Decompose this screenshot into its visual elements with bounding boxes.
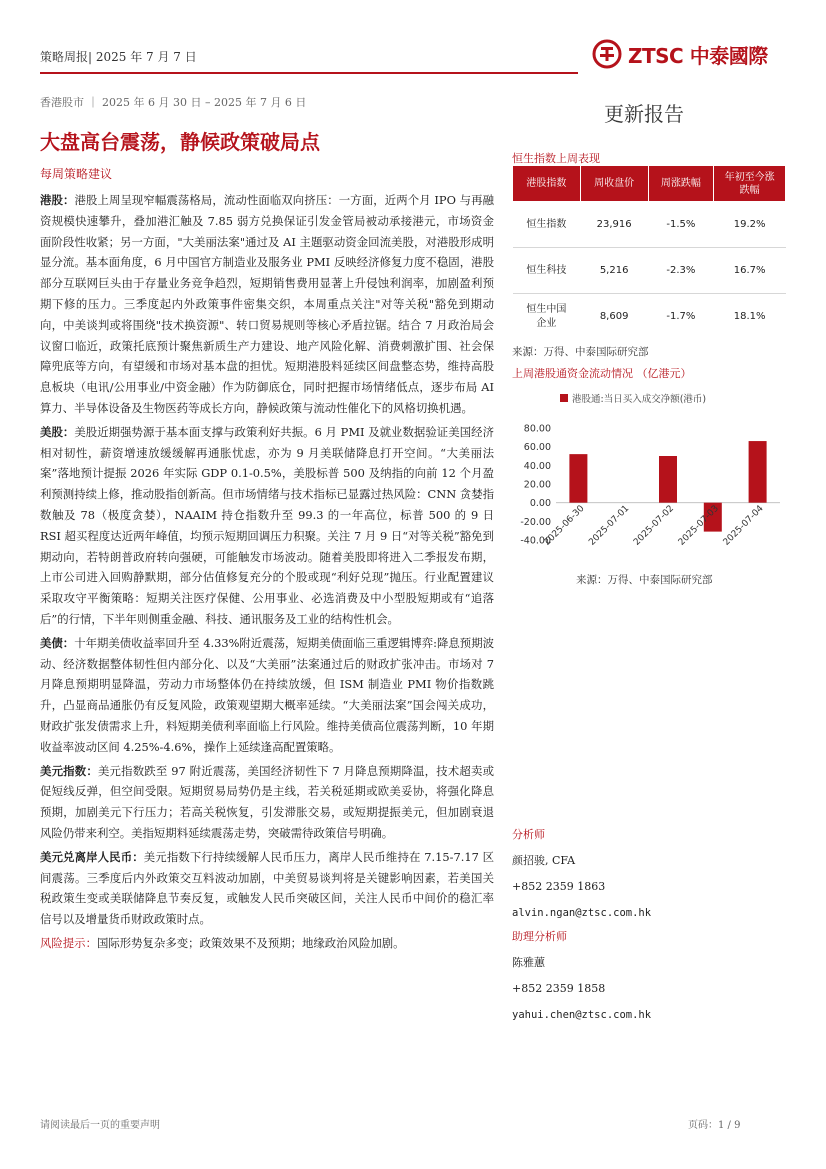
table-row xyxy=(513,294,786,340)
footer-disclaimer: 请阅读最后一页的重要声明 xyxy=(40,1120,160,1131)
bar xyxy=(659,456,677,503)
logo-text: ZTSC 中泰國際 xyxy=(628,43,768,68)
x-tick-label: 2025-07-03 xyxy=(676,503,721,548)
section-label: 每周策略建议 xyxy=(40,167,113,181)
paragraph-text: 美元指数跌至 97 附近震荡，美国经济韧性下 7 月降息预期降温，技术超卖或促短线反弹，但空间受限。短期贸易局势仍是主线，若关税延期或欧美妥协，将强化降息预期，加剧美元下行压力；若高关税恢复，引发滞胀交易，或短期提振美元，但加剧衰退风险仍带来利空。美指短期料延续震荡走势，突破需待政策信号明确。 xyxy=(40,763,494,840)
x-tick-label: 2025-07-02 xyxy=(632,503,677,548)
table-cell: 恒生指数 xyxy=(513,202,581,248)
analyst-info xyxy=(512,828,651,1022)
y-tick-label: 20.00 xyxy=(523,479,551,491)
logo-icon xyxy=(592,39,622,69)
y-tick-label: 80.00 xyxy=(523,423,551,435)
table-header: 周涨跌幅 xyxy=(648,166,714,202)
index-table-title: 恒生指数上周表现 xyxy=(512,152,600,165)
assistant-analyst-phone: +852 2359 1858 xyxy=(512,982,606,995)
risk-text: 国际形势复杂多变；政策效果不及预期；地缘政治风险加剧。 xyxy=(96,935,405,950)
paragraph-us-stocks xyxy=(40,422,494,630)
page-title: 大盘高台震荡，静候政策破局点 xyxy=(40,130,320,154)
x-tick-label: 2025-06-30 xyxy=(542,503,587,548)
paragraph-text: 美元指数下行持续缓解人民币压力，离岸人民币维持在 7.15-7.17 区间震荡。三季度后内外政策交互料波动加剧，中美贸易谈判将是关键影响因素，若美国关税政策生变或美联储降息节奏反复，或触发人民币突破区间，关注人民币中间价的稳汇率信号以及增量货币财政政策时点。 xyxy=(40,849,494,927)
analyst-name: 颜招骏, CFA xyxy=(512,854,576,867)
legend-label: 港股通:当日买入成交净额(港币) xyxy=(572,394,707,405)
table-cell: -2.3% xyxy=(648,248,714,294)
market-date-range: 香港股市 ｜ 2025 年 6 月 30 日 – 2025 年 7 月 6 日 xyxy=(40,96,307,109)
paragraph-dollar-index xyxy=(40,761,494,844)
y-tick-label: 40.00 xyxy=(523,460,551,472)
bar xyxy=(749,441,767,503)
paragraph-text: 美股近期强势源于基本面支撑与政策利好共振。6 月 PMI 及就业数据验证美国经济相对韧性，薪资增速放缓缓解再通胀忧虑，亦为 9 月美联储降息打开空间。“大美丽法案”落地预计提振 2026 年实际 GDP 0.1-0.5%，美股标普 500 及纳指的向前 12 个月盈利预测持续上修，推动股指创新高。但市场情绪与技术指标已显露过热风险：CNN 贪婪指数触及 78（极度贪婪），NAAIM 持仓指数升至 99.3 的一年高位，标普 500 的 9 日 RSI 超买程度达近两年峰值，均预示短期回调压力积聚。关注 7 月 9 日“对等关税”豁免到期动向，若特朗普政府转向强硬，可能触发市场波动。随着美股即将进入二季报发布期，上市公司进入回购静默期，部分估值修复充分的个股或现“利好兑现”抛压。行业配置建议采取攻守平衡策略：短期关注医疗保健、公用事业、必选消费及中小型股短期或有“追落后”的行情，下半年则侧重金融、科技、通讯服务及工业的结构性机会。 xyxy=(40,424,494,626)
assistant-analyst-email[interactable]: yahui.chen@ztsc.com.hk xyxy=(512,1009,652,1021)
risk-warning xyxy=(40,933,494,954)
paragraph-label: 美元指数： xyxy=(40,763,98,778)
x-axis xyxy=(542,504,765,548)
paragraph-label: 美元兑离岸人民币： xyxy=(40,849,144,864)
table-cell: 5,216 xyxy=(580,248,648,294)
table-cell: 恒生中国企业 xyxy=(513,294,581,340)
table-cell: 23,916 xyxy=(580,202,648,248)
table-cell: 18.1% xyxy=(714,294,786,340)
table-header-row xyxy=(513,166,786,202)
paragraph-label: 美股： xyxy=(40,424,75,439)
x-tick-label: 2025-07-01 xyxy=(587,503,632,548)
page-number: 页码：1 / 9 xyxy=(688,1120,741,1131)
chart-source: 来源：万得、中泰国际研究部 xyxy=(576,574,713,586)
table-header: 港股指数 xyxy=(513,166,581,202)
paragraph-text: 港股上周呈现窄幅震荡格局，流动性面临双向挤压：一方面，近两个月 IPO 与再融资规模快速攀升，叠加港汇触及 7.85 弱方兑换保证引发金管局被动承接港元，市场资金面阶段性收紧；另一方面，"大美丽法案"通过及 AI 主题驱动资金回流美股，对港股形成明显分流。基本面角度，6 月中国官方制造业及服务业 PMI 反映经济修复力度不稳固，港股部分互联网巨头由于存量业务竞争趋烈，短期销售费用显著上升侵蚀利润率，加剧盈利预期下修的压力。三季度起内外政策事件密集交织，本周重点关注"对等关税"豁免到期动向，中美谈判或将围绕"技术换资源"、转口贸易规则等核心矛盾拉锯。结合 7 月政治局会议窗口临近，政策托底预计聚焦新质生产力建设、地产风险化解、消费刺激扩围、社会保障兜底等方向，有望缓和市场对基本盘的担忧。短期港股料延续区间盘整态势，维持高股息板块（电讯/公用事业/中资金融）作为防御底仓，同时把握市场情绪低点，逐步布局 AI 算力、半导体设备及生物医药等成长方向，静候政策与流动性催化下的风格切换机遇。 xyxy=(40,193,494,415)
table-header: 周收盘价 xyxy=(580,166,648,202)
flow-chart xyxy=(512,384,786,570)
main-body xyxy=(40,190,494,957)
table-cell: -1.5% xyxy=(648,202,714,248)
paragraph-label: 美债： xyxy=(40,635,75,650)
table-header: 年初至今涨跌幅 xyxy=(714,166,786,202)
chart-title: 上周港股通资金流动情况 （亿港元） xyxy=(512,367,692,380)
table-cell: 恒生科技 xyxy=(513,248,581,294)
y-tick-label: 60.00 xyxy=(523,442,551,454)
x-tick-label: 2025-07-04 xyxy=(721,503,766,548)
report-header-date: 策略周报| 2025 年 7 月 7 日 xyxy=(40,50,197,64)
index-table xyxy=(512,165,786,340)
y-tick-label: 0.00 xyxy=(529,498,551,510)
y-tick-label: -40.00 xyxy=(520,535,551,547)
paragraph-usd-cnh xyxy=(40,847,494,930)
analyst-email[interactable]: alvin.ngan@ztsc.com.hk xyxy=(512,907,652,919)
table-cell: 8,609 xyxy=(580,294,648,340)
risk-label: 风险提示： xyxy=(40,935,97,950)
analyst-phone: +852 2359 1863 xyxy=(512,880,606,893)
flow-chart-svg xyxy=(512,384,786,570)
assistant-analyst-name: 陈雅蕙 xyxy=(512,956,545,969)
report-type: 更新报告 xyxy=(604,102,684,126)
table-cell: 16.7% xyxy=(714,248,786,294)
table-row xyxy=(513,248,786,294)
bar xyxy=(569,454,587,503)
company-logo xyxy=(592,38,792,70)
y-tick-label: -20.00 xyxy=(520,516,551,528)
paragraph-us-bonds xyxy=(40,633,494,758)
index-table-wrapper xyxy=(512,165,786,340)
legend-swatch xyxy=(560,394,568,402)
table-cell: 19.2% xyxy=(714,202,786,248)
paragraph-hk-stocks xyxy=(40,190,494,419)
paragraph-text: 十年期美债收益率回升至 4.33%附近震荡，短期美债面临三重逻辑博弈:降息预期波动、经济数据整体韧性但内部分化、以及“大美丽”法案通过后的财政扩张冲击。市场对 7 月降息预期明显降温，劳动力市场整体仍在持续放缓，但 ISM 制造业 PMI 物价指数跳升，凸显商品通胀仍有反复风险，政策观望期大概率延续。“大美丽法案”国会闯关成功，财政扩张发债需求上升，料短期美债利率面临上行风险。维持美债高位震荡判断，10 年期收益率波动区间 4.25%-4.6%，操作上延续逢高配置策略。 xyxy=(40,635,494,754)
table-row xyxy=(513,202,786,248)
table-source: 来源：万得、中泰国际研究部 xyxy=(512,346,649,358)
paragraph-label: 港股： xyxy=(40,193,75,207)
analyst-label: 分析师 xyxy=(512,828,545,841)
table-cell: -1.7% xyxy=(648,294,714,340)
assistant-analyst-label: 助理分析师 xyxy=(512,930,567,943)
header-divider xyxy=(40,72,578,74)
